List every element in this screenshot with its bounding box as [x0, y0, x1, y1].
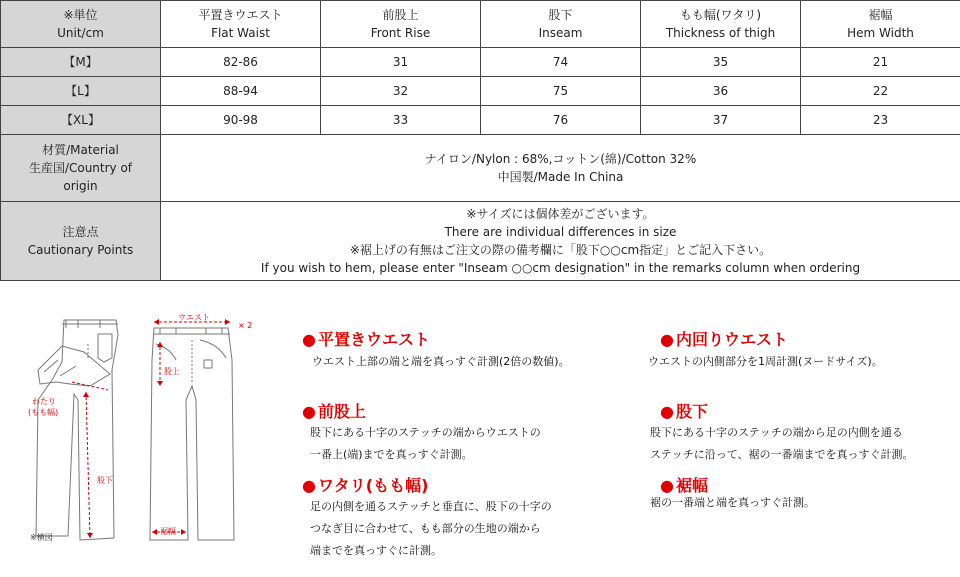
table-cell: 88-94 [161, 77, 321, 106]
table-cell: 75 [481, 77, 641, 106]
side-view-note: ※横図 [30, 533, 53, 542]
legend-thigh-text: 足の内側を通るステッチと垂直に、股下の十字の つなぎ目に合わせて、もも部分の生地の端から 端までを真っすぐに計測。 [310, 500, 552, 557]
measurement-guide [0, 300, 960, 577]
table-cell: 21 [801, 48, 960, 77]
legend-flat-waist-text: ウエスト上部の端と端を真っすぐ計測(2倍の数値)。 [312, 355, 570, 368]
header-cell-front-rise: 前股上 Front Rise [321, 1, 481, 48]
bullet-icon: ● [302, 476, 316, 495]
legend-thigh-title: ● ワタリ(もも幅) [302, 476, 429, 495]
legend-hem-width-text: 裾の一番端と端を真っすぐ計測。 [650, 496, 815, 509]
legend-inseam-text: 股下にある十字のステッチの端から足の内側を通る ステッチに沿って、裾の一番端までを真っすぐ計測。 [650, 426, 914, 461]
bullet-icon: ● [302, 330, 316, 349]
table-row [1, 48, 960, 77]
header-cell-unit: ※単位 Unit/cm [1, 1, 161, 48]
table-header-row [1, 1, 960, 48]
bullet-icon: ● [660, 402, 674, 421]
caution-label: 注意点 Cautionary Points [1, 202, 161, 281]
header-cell-thigh: もも幅(ワタリ) Thickness of thigh [641, 1, 801, 48]
legend-hem-width-title: ● 裾幅 [660, 476, 708, 495]
waist-label: ウエスト [178, 313, 210, 322]
table-cell: 37 [641, 106, 801, 135]
header-cell-flat-waist: 平置きウエスト Flat Waist [161, 1, 321, 48]
table-cell: 23 [801, 106, 960, 135]
times-two-label: × 2 [238, 321, 253, 330]
rise-label: 股上 [164, 367, 180, 376]
table-row [1, 106, 960, 135]
hem-label: 裾幅 [160, 527, 176, 536]
caution-row [1, 202, 960, 281]
legend-front-rise-title: ● 前股上 [302, 402, 366, 421]
thigh-label-line2: (もも幅) [28, 408, 59, 417]
table-cell: 33 [321, 106, 481, 135]
legend-inner-waist-title: ● 内回りウエスト [660, 330, 788, 349]
table-cell: 82-86 [161, 48, 321, 77]
table-cell: 35 [641, 48, 801, 77]
bullet-icon: ● [660, 476, 674, 495]
material-row [1, 135, 960, 202]
table-row [1, 77, 960, 106]
bullet-icon: ● [660, 330, 674, 349]
legend-flat-waist-title: ● 平置きウエスト [302, 330, 430, 349]
legend-inner-waist-text: ウエストの内側部分を1周計測(ヌードサイズ)。 [648, 355, 883, 368]
table-cell: 22 [801, 77, 960, 106]
inseam-label: 股下 [97, 476, 113, 485]
legend-inseam-title: ● 股下 [660, 402, 708, 421]
size-table [0, 0, 960, 281]
size-label: 【L】 [1, 77, 161, 106]
legend-front-rise-text: 股下にある十字のステッチの端からウエストの 一番上(端)までを真っすぐ計測。 [310, 426, 541, 461]
header-cell-inseam: 股下 Inseam [481, 1, 641, 48]
size-label: 【XL】 [1, 106, 161, 135]
table-cell: 36 [641, 77, 801, 106]
table-cell: 76 [481, 106, 641, 135]
table-cell: 32 [321, 77, 481, 106]
bullet-icon: ● [302, 402, 316, 421]
table-cell: 74 [481, 48, 641, 77]
header-cell-hem-width: 裾幅 Hem Width [801, 1, 960, 48]
table-cell: 31 [321, 48, 481, 77]
table-cell: 90-98 [161, 106, 321, 135]
caution-value: ※サイズには個体差がございます。 There are individual differences in size ※裾上げの有無はご注文の際の備考欄に「股下○○cm指定」とご記入下さい。 If you wish to hem, please enter "Inseam ○○cm designation" in the remarks column when ordering [161, 202, 960, 281]
size-label: 【M】 [1, 48, 161, 77]
material-value: ナイロン/Nylon : 68%,コットン(綿)/Cotton 32% 中国製/Made In China [161, 135, 960, 202]
material-label: 材質/Material 生産国/Country of origin [1, 135, 161, 202]
thigh-label-line1: わたり [32, 397, 56, 406]
